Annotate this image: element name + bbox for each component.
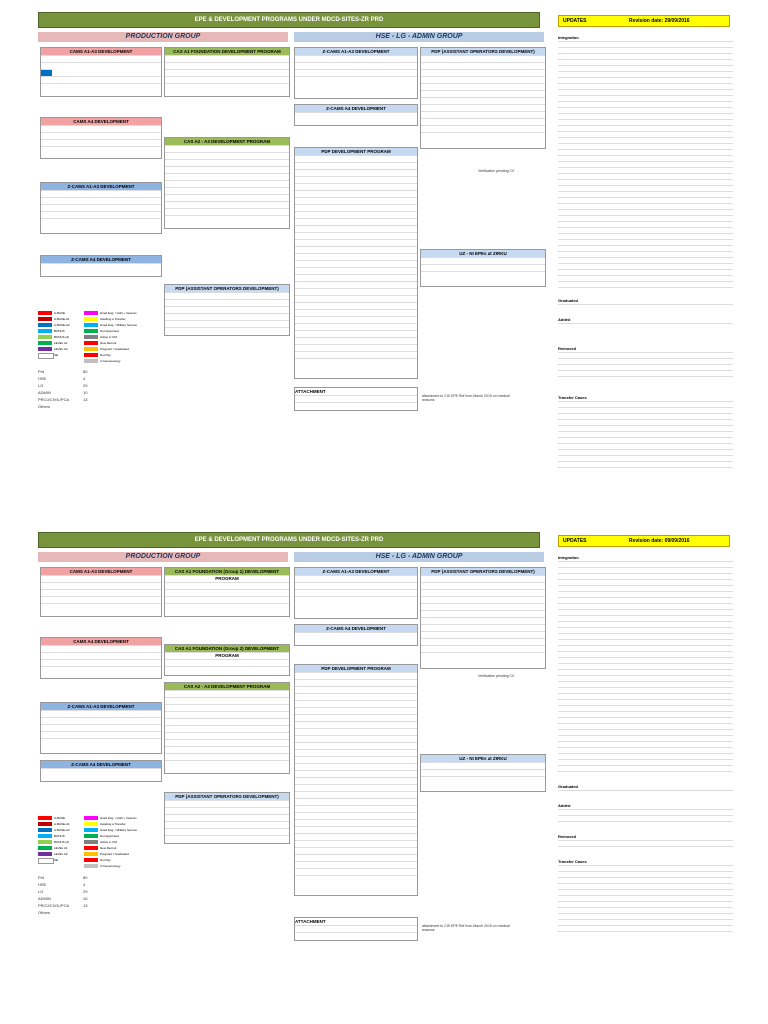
table-row bbox=[421, 55, 545, 62]
legend-item: LEVEL A2 bbox=[38, 346, 128, 352]
legend-item: A-BASE bbox=[38, 310, 128, 316]
legend-item: SE bbox=[38, 352, 128, 358]
table-row bbox=[421, 69, 545, 76]
block-title: CAMS A4 DEVELOPMENT bbox=[41, 638, 161, 645]
legend-item: A-BASE-A1 bbox=[38, 316, 128, 322]
table-row bbox=[41, 139, 161, 146]
table-row bbox=[295, 288, 417, 295]
table-row bbox=[295, 281, 417, 288]
zcams-a1-a3-block bbox=[40, 182, 162, 234]
table-row bbox=[421, 90, 545, 97]
legend-right bbox=[84, 310, 174, 364]
table-row bbox=[295, 162, 417, 169]
table-row bbox=[41, 55, 161, 62]
table-row bbox=[41, 218, 161, 225]
revision-date: Revision date: 29/09/2016 bbox=[629, 18, 690, 24]
table-row bbox=[295, 260, 417, 267]
pdp-aod-block bbox=[164, 792, 290, 844]
attachment-block bbox=[294, 917, 418, 941]
block-title: CAMS A1-A3 DEVELOPMENT bbox=[41, 48, 161, 55]
table-row bbox=[295, 55, 417, 62]
hse-zcams-a4-block bbox=[294, 624, 418, 646]
table-row bbox=[295, 344, 417, 351]
stats: Prd 80 HSE 4 LG 29 ADMIN 10 PROJ/CIVIL/PCA 13 Others bbox=[38, 875, 88, 915]
block-title: UZ - NI EPEs at ZIRKU bbox=[421, 250, 545, 257]
table-row bbox=[295, 316, 417, 323]
table-row bbox=[295, 218, 417, 225]
table-row bbox=[165, 152, 289, 159]
attachment-note: attachment to CIS EPE Ref from March 2015 on medical reasons bbox=[422, 924, 510, 932]
zcams-a4-block bbox=[40, 255, 162, 277]
table-row bbox=[295, 225, 417, 232]
block-title: Z-CAMS A4 DEVELOPMENT bbox=[295, 625, 417, 632]
table-row bbox=[165, 76, 289, 83]
banner: EPE & DEVELOPMENT PROGRAMS UNDER MDCD-SITES-ZR PRD bbox=[38, 532, 540, 548]
hse-pdp-aod-block bbox=[420, 47, 546, 149]
table-row bbox=[295, 253, 417, 260]
section-transfer: Transfer Cases bbox=[558, 859, 587, 864]
table-row bbox=[295, 395, 417, 402]
table-row bbox=[165, 292, 289, 299]
revision-date: Revision date: 09/09/2016 bbox=[629, 538, 690, 544]
legend-item: Hired Eng. / Military Service bbox=[84, 322, 174, 328]
block-title: Z-CAMS A4 DEVELOPMENT bbox=[41, 761, 161, 768]
table-row bbox=[421, 111, 545, 118]
block-title: CAS A1 FOUNDATION DEVELOPMENT PROGRAM bbox=[165, 48, 289, 55]
zcams-a1-a3-block bbox=[40, 702, 162, 754]
table-row bbox=[165, 187, 289, 194]
table-row bbox=[421, 257, 545, 264]
table-row bbox=[421, 62, 545, 69]
legend-item: BONUS (2) bbox=[38, 334, 128, 340]
cas-a2-a3-block bbox=[164, 682, 290, 774]
table-row bbox=[165, 208, 289, 215]
table-row bbox=[421, 125, 545, 132]
legend-item: BONUS bbox=[38, 328, 128, 334]
table-row bbox=[421, 83, 545, 90]
table-row bbox=[165, 159, 289, 166]
table-row bbox=[295, 69, 417, 76]
table-row bbox=[295, 267, 417, 274]
block-title: CAS A1 FOUNDATION (Group 2) DEVELOPMENT PROGRAM bbox=[165, 645, 289, 652]
updates-label: UPDATES bbox=[563, 538, 587, 544]
table-row bbox=[295, 330, 417, 337]
table-row bbox=[295, 337, 417, 344]
banner: EPE & DEVELOPMENT PROGRAMS UNDER MDCD-SITES-ZR PRD bbox=[38, 12, 540, 28]
updates-bar bbox=[558, 535, 730, 547]
table-row bbox=[41, 263, 161, 270]
block-title: Z-CAMS A1-A3 DEVELOPMENT bbox=[295, 568, 417, 575]
table-row bbox=[41, 204, 161, 211]
table-row bbox=[165, 201, 289, 208]
table-row bbox=[421, 97, 545, 104]
block-title: Z-CAMS A1-A3 DEVELOPMENT bbox=[41, 183, 161, 190]
table-row bbox=[421, 104, 545, 111]
table-row bbox=[295, 112, 417, 119]
table-row bbox=[421, 76, 545, 83]
uz-epes-block bbox=[420, 754, 546, 792]
cams-a4-block bbox=[40, 117, 162, 159]
table-row bbox=[421, 271, 545, 278]
attachment-block bbox=[294, 387, 418, 411]
table-row bbox=[41, 211, 161, 218]
cas-foundation-group1-block bbox=[164, 567, 290, 617]
block-title: PDP (ASSISTANT OPERATORS DEVELOPMENT) bbox=[165, 793, 289, 800]
block-title: ATTACHMENT bbox=[295, 389, 326, 394]
block-title: PDP DEVELOPMENT PROGRAM bbox=[295, 148, 417, 155]
cas-foundation-block bbox=[164, 47, 290, 97]
table-row bbox=[165, 320, 289, 327]
block-title: Z-CAMS A1-A3 DEVELOPMENT bbox=[295, 48, 417, 55]
sheet-1 bbox=[38, 12, 738, 452]
block-title: PDP DEVELOPMENT PROGRAM bbox=[295, 665, 417, 672]
table-row bbox=[295, 323, 417, 330]
block-title: CAS A1 FOUNDATION (Group 1) DEVELOPMENT PROGRAM bbox=[165, 568, 289, 575]
hse-zcams-a1-a3-block bbox=[294, 567, 418, 619]
table-row bbox=[165, 55, 289, 62]
table-row bbox=[41, 125, 161, 132]
hse-pdp-aod-block bbox=[420, 567, 546, 669]
table-row bbox=[41, 146, 161, 153]
table-row bbox=[165, 62, 289, 69]
table-row bbox=[165, 299, 289, 306]
hse-zcams-a4-block bbox=[294, 104, 418, 126]
legend-left: A-BASE A-BASE-A1 A-BASE-A2 BONUS BONUS (2) LEVEL A1 LEVEL A2 SE bbox=[38, 815, 128, 863]
updates-bar bbox=[558, 15, 730, 27]
section-graduated: Graduated bbox=[558, 784, 579, 789]
section-transfer: Transfer Cases bbox=[558, 395, 587, 400]
table-row bbox=[295, 211, 417, 218]
section-integration: Integration bbox=[558, 555, 579, 560]
table-row bbox=[295, 176, 417, 183]
cams-a1-a3-block bbox=[40, 567, 162, 617]
verification-note: Verification pending CV bbox=[478, 169, 515, 173]
table-row bbox=[41, 62, 161, 69]
table-row bbox=[295, 358, 417, 365]
legend-item: Hired Eng. / HoD + Veteran bbox=[84, 310, 174, 316]
production-group-header: PRODUCTION GROUP bbox=[38, 552, 288, 562]
table-row bbox=[41, 83, 161, 90]
legend-item: Awaiting a Transfer bbox=[84, 316, 174, 322]
table-row bbox=[295, 239, 417, 246]
table-row bbox=[295, 190, 417, 197]
legend-item: A-BASE-A2 bbox=[38, 322, 128, 328]
table-row bbox=[41, 69, 52, 76]
table-row bbox=[165, 180, 289, 187]
block-title: PDP (ASSISTANT OPERATORS DEVELOPMENT) bbox=[421, 568, 545, 575]
table-row bbox=[165, 327, 289, 334]
section-integration: Integration bbox=[558, 35, 579, 40]
table-row bbox=[295, 402, 417, 409]
block-title: Z-CAMS A4 DEVELOPMENT bbox=[295, 105, 417, 112]
production-group-header: PRODUCTION GROUP bbox=[38, 32, 288, 42]
table-row bbox=[165, 306, 289, 313]
block-title: PDP (ASSISTANT OPERATORS DEVELOPMENT) bbox=[165, 285, 289, 292]
table-row bbox=[295, 204, 417, 211]
table-row bbox=[165, 69, 289, 76]
table-row bbox=[421, 132, 545, 139]
hse-group-header: HSE - LG - ADMIN GROUP bbox=[294, 32, 544, 42]
block-title: CAS A2 - A3 DEVELOPMENT PROGRAM bbox=[165, 683, 289, 690]
table-row bbox=[295, 232, 417, 239]
table-row bbox=[41, 190, 161, 197]
section-removed: Removed bbox=[558, 346, 577, 351]
block-title: Z-CAMS A1-A3 DEVELOPMENT bbox=[41, 703, 161, 710]
side-column bbox=[558, 554, 733, 937]
block-title: CAMS A1-A3 DEVELOPMENT bbox=[41, 568, 161, 575]
table-row bbox=[295, 246, 417, 253]
table-row bbox=[295, 155, 417, 162]
table-row bbox=[295, 351, 417, 358]
verification-note: Verification pending CV bbox=[478, 674, 515, 678]
zcams-a4-block bbox=[40, 760, 162, 782]
block-title: CAS A2 - A3 DEVELOPMENT PROGRAM bbox=[165, 138, 289, 145]
table-row bbox=[295, 76, 417, 83]
table-row bbox=[421, 264, 545, 271]
pdp-aod-block bbox=[164, 284, 290, 336]
cams-a1-a3-block bbox=[40, 47, 162, 97]
side-column bbox=[558, 34, 733, 473]
table-row bbox=[295, 169, 417, 176]
table-row bbox=[421, 118, 545, 125]
legend-item: Not Appointed bbox=[84, 328, 174, 334]
table-row bbox=[165, 313, 289, 320]
hse-pdp-block bbox=[294, 664, 418, 896]
table-row bbox=[295, 274, 417, 281]
table-row bbox=[41, 76, 161, 83]
legend-item: In Issue/energy bbox=[84, 358, 174, 364]
legend-item: LEVEL A1 bbox=[38, 340, 128, 346]
block-title: CAMS A4 DEVELOPMENT bbox=[41, 118, 161, 125]
legend-item: Not Pay bbox=[84, 352, 174, 358]
table-row bbox=[295, 302, 417, 309]
block-title: ATTACHMENT bbox=[295, 919, 326, 924]
table-row bbox=[295, 295, 417, 302]
table-row bbox=[165, 194, 289, 201]
table-row bbox=[295, 197, 417, 204]
table-row bbox=[295, 309, 417, 316]
legend-right: Hired Eng. / HoD + Veteran Awaiting a Transfer Hired Eng. / Military Service Not Appointed Active in CM New Recruit Pregnant / Graduated Not Pay In Issue/energy bbox=[84, 815, 174, 869]
cas-a2-a3-block bbox=[164, 137, 290, 229]
table-row bbox=[165, 145, 289, 152]
cams-a4-block bbox=[40, 637, 162, 679]
table-row bbox=[165, 83, 289, 90]
table-row bbox=[41, 197, 161, 204]
section-removed: Removed bbox=[558, 834, 577, 839]
sheet-2 bbox=[38, 532, 738, 972]
updates-label: UPDATES bbox=[563, 18, 587, 24]
attachment-note: attachment to CIS EPE Ref from March 2015 on medical reasons bbox=[422, 394, 510, 402]
table-row bbox=[295, 183, 417, 190]
section-added: Added bbox=[558, 803, 571, 808]
hse-group-header: HSE - LG - ADMIN GROUP bbox=[294, 552, 544, 562]
section-added: Added bbox=[558, 317, 571, 322]
hse-zcams-a1-a3-block bbox=[294, 47, 418, 99]
uz-epes-block bbox=[420, 249, 546, 287]
table-row bbox=[165, 173, 289, 180]
cas-foundation-group2-block bbox=[164, 644, 290, 676]
table-row bbox=[165, 166, 289, 173]
legend-item: New Recruit bbox=[84, 340, 174, 346]
block-title: PDP (ASSISTANT OPERATORS DEVELOPMENT) bbox=[421, 48, 545, 55]
stats: Prd 80 HSE 4 LG 29 ADMIN 10 PROJ/CIVIL/PCA 13 Others bbox=[38, 369, 88, 409]
hse-pdp-block bbox=[294, 147, 418, 379]
legend-item: Active in CM bbox=[84, 334, 174, 340]
block-title: Z-CAMS A4 DEVELOPMENT bbox=[41, 256, 161, 263]
table-row bbox=[295, 62, 417, 69]
section-graduated: Graduated bbox=[558, 298, 579, 303]
table-row bbox=[165, 215, 289, 222]
table-row bbox=[41, 132, 161, 139]
legend-item: Pregnant / Graduated bbox=[84, 346, 174, 352]
block-title: UZ - NI EPEs at ZIRKU bbox=[421, 755, 545, 762]
